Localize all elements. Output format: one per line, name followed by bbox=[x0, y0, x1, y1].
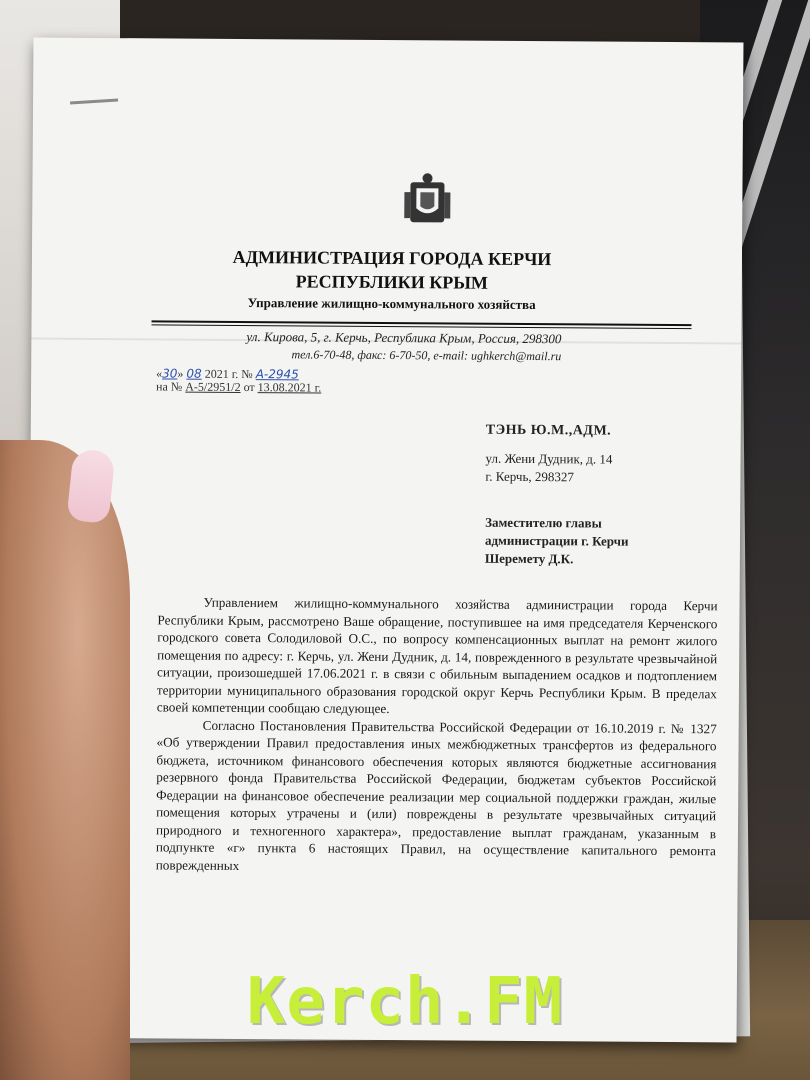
copy-recipient-line2: администрации г. Керчи bbox=[484, 532, 629, 549]
org-title-line1: АДМИНИСТРАЦИЯ ГОРОДА КЕРЧИ bbox=[232, 246, 552, 270]
date-day: 30 bbox=[162, 366, 178, 381]
recipient-city: г. Керчь, 298327 bbox=[485, 468, 574, 485]
date-month: 08 bbox=[186, 366, 202, 381]
department-name: Управление жилищно-коммунального хозяйства bbox=[247, 295, 536, 313]
coat-of-arms-icon bbox=[402, 172, 452, 228]
reply-date: 13.08.2021 г. bbox=[257, 380, 322, 395]
watermark: Kerch.FM bbox=[246, 965, 564, 1039]
fingernail bbox=[66, 448, 115, 524]
reply-number: А-5/2951/2 bbox=[185, 379, 241, 394]
org-title-line2: РЕСПУБЛИКИ КРЫМ bbox=[295, 271, 489, 293]
reply-prefix: на № bbox=[156, 379, 183, 394]
reply-from: от bbox=[243, 380, 255, 395]
recipient-name: ТЭНЬ Ю.М.,АДМ. bbox=[485, 422, 612, 439]
recipient-street: ул. Жени Дудник, д. 14 bbox=[485, 450, 613, 467]
number-label: № bbox=[241, 366, 253, 382]
copy-recipient-line1: Заместителю главы bbox=[485, 514, 602, 531]
date-year: 2021 г. bbox=[204, 366, 239, 381]
body-paragraph-2: Согласно Постановления Правительства Российской Федерации от 16.10.2019 г. № 1327 «Об утверждении Правил предоставления иных межбюджетных трансфертов из федерального бюджета, источником финансового обеспечения которых являются бюджетные ассигнования резервного фонда Правительства Российской Федерации, бюджетам субъектов Российской Федерации на финансовое обеспечение реализации мер социальной поддержки граждан, жилые помещения которых утрачены и (или) повреждены в результате чрезвычайных ситуаций природного и техногенного характера», предоставление выплат гражданам, указанным в подпункте «г» пункта 6 настоящих Правил, на осуществление капитального ремонта поврежденных bbox=[155, 717, 717, 873]
org-contacts: тел.6-70-48, факс: 6-70-50, e-mail: ughkerch@mail.ru bbox=[291, 347, 562, 364]
staple bbox=[70, 98, 118, 104]
outgoing-reference: «30» 08 2021 г. № А-2945 bbox=[156, 366, 299, 382]
letter-sheet bbox=[27, 38, 744, 1043]
outgoing-number: А-2945 bbox=[255, 367, 299, 382]
reply-reference bbox=[156, 379, 321, 395]
body-paragraph-1: Управлением жилищно-коммунального хозяйства администрации города Керчи Республики Крым, рассмотрено Ваше обращение, поступившее на имя председателя Керченского городского совета Солодиловой О.С., по вопросу компенсационных выплат на ремонт жилого помещения по адресу: г. Керчь, ул. Жени Дудник, д. 14, поврежденного в результате чрезвычайной ситуации, произошедшей 17.06.2021 г. в связи с обильным выпадением осадков и подтоплением территории муниципального образования городской округ Керчь Республики Крым. В пределах своей компетенции сообщаю следующее. bbox=[156, 594, 718, 717]
copy-recipient-line3: Шеремету Д.К. bbox=[484, 550, 574, 567]
letter-body bbox=[156, 593, 718, 877]
org-address: ул. Кирова, 5, г. Керчь, Республика Крым, Россия, 298300 bbox=[246, 329, 562, 347]
